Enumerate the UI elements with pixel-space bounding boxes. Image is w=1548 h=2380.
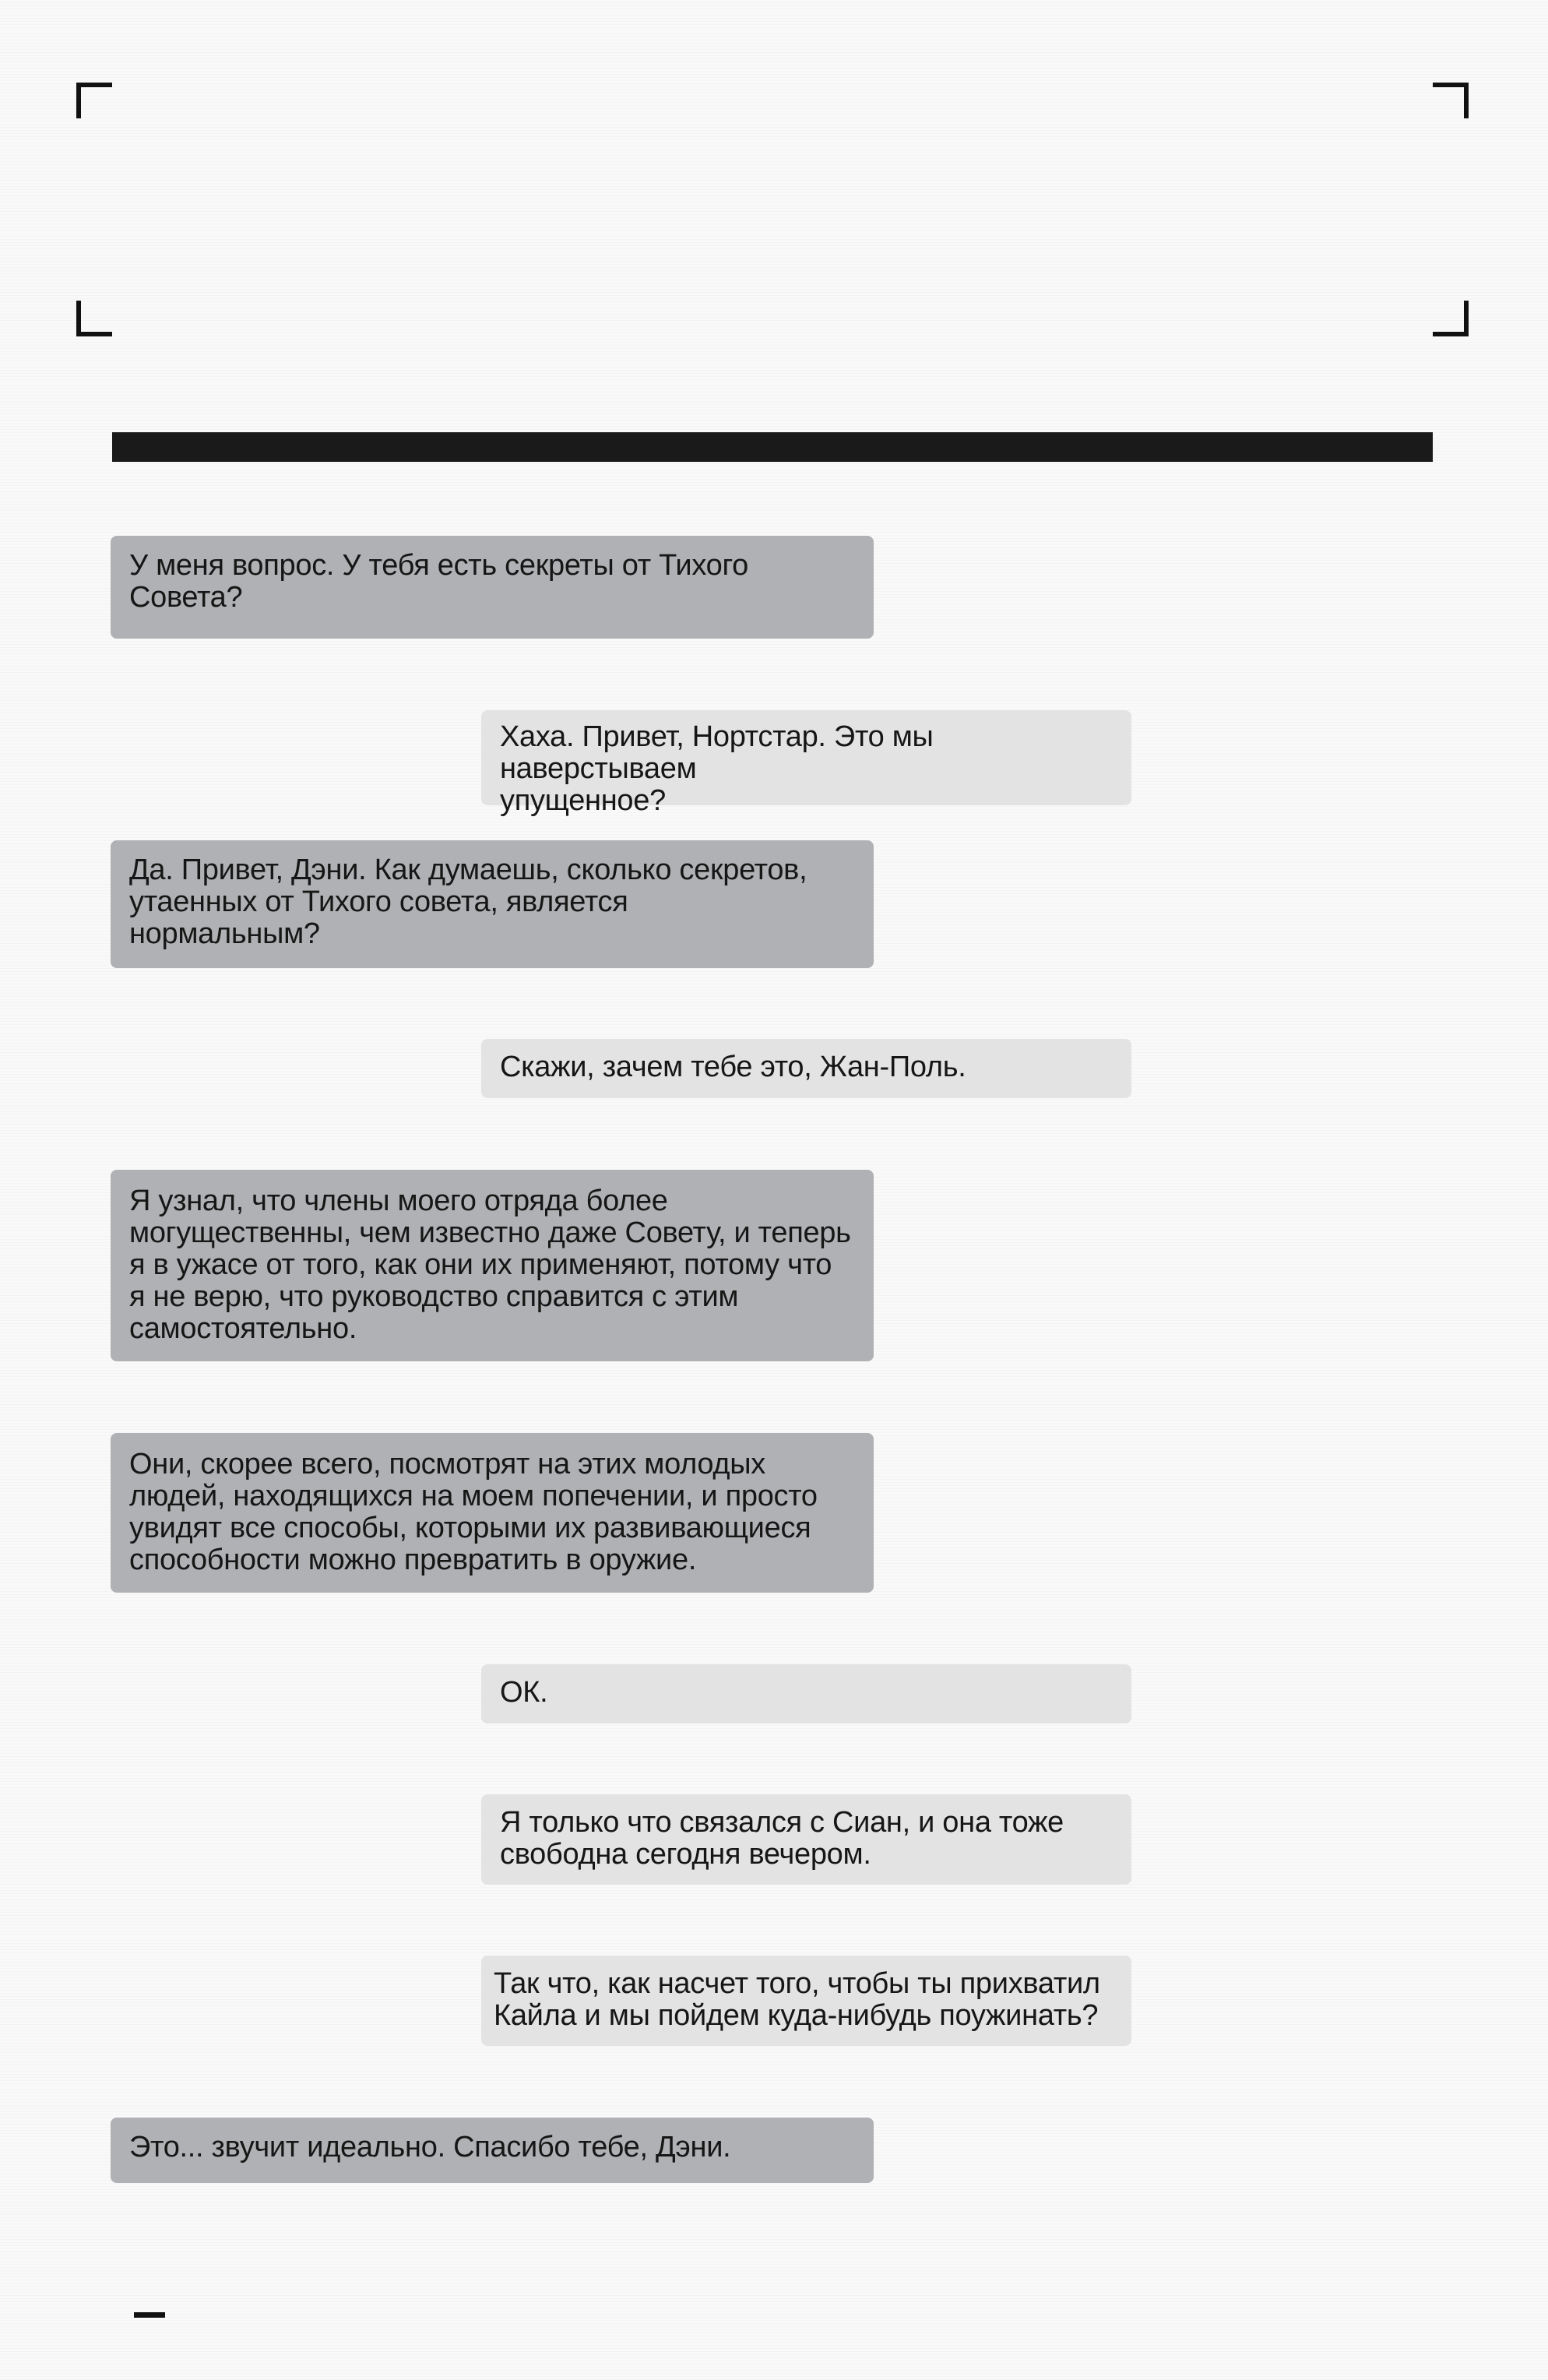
viewfinder-corner-bottom-right bbox=[1433, 301, 1469, 336]
chat-header-bar bbox=[112, 432, 1433, 462]
message-bubble-incoming[interactable]: Они, скорее всего, посмотрят на этих молодых людей, находящихся на моем попечении, и просто увидят все способы, которыми их развивающиеся способности можно превратить в оружие. bbox=[111, 1433, 874, 1593]
message-bubble-outgoing[interactable]: Я только что связался с Сиан, и она тоже свободна сегодня вечером. bbox=[481, 1794, 1131, 1885]
viewfinder-corner-bottom-left bbox=[76, 301, 112, 336]
viewfinder-corner-top-left bbox=[76, 83, 112, 118]
message-bubble-outgoing[interactable]: Хаха. Привет, Нортстар. Это мы наверстываем упущенное? bbox=[481, 710, 1131, 805]
message-bubble-incoming[interactable]: У меня вопрос. У тебя есть секреты от Тихого Совета? bbox=[111, 536, 874, 639]
message-bubble-incoming[interactable]: Это... звучит идеально. Спасибо тебе, Дэни. bbox=[111, 2118, 874, 2183]
page-mark bbox=[134, 2312, 165, 2318]
message-bubble-outgoing[interactable]: Скажи, зачем тебе это, Жан-Поль. bbox=[481, 1039, 1131, 1098]
message-bubble-outgoing[interactable]: ОК. bbox=[481, 1664, 1131, 1723]
message-bubble-incoming[interactable]: Да. Привет, Дэни. Как думаешь, сколько секретов, утаенных от Тихого совета, является нормальным? bbox=[111, 840, 874, 968]
message-bubble-incoming[interactable]: Я узнал, что члены моего отряда более могущественны, чем известно даже Совету, и теперь я в ужасе от того, как они их применяют, потому что я не верю, что руководство справится с этим самостоятельно. bbox=[111, 1170, 874, 1361]
viewfinder-corner-top-right bbox=[1433, 83, 1469, 118]
message-bubble-outgoing[interactable]: Так что, как насчет того, чтобы ты прихватил Кайла и мы пойдем куда-нибудь поужинать? bbox=[481, 1956, 1131, 2046]
